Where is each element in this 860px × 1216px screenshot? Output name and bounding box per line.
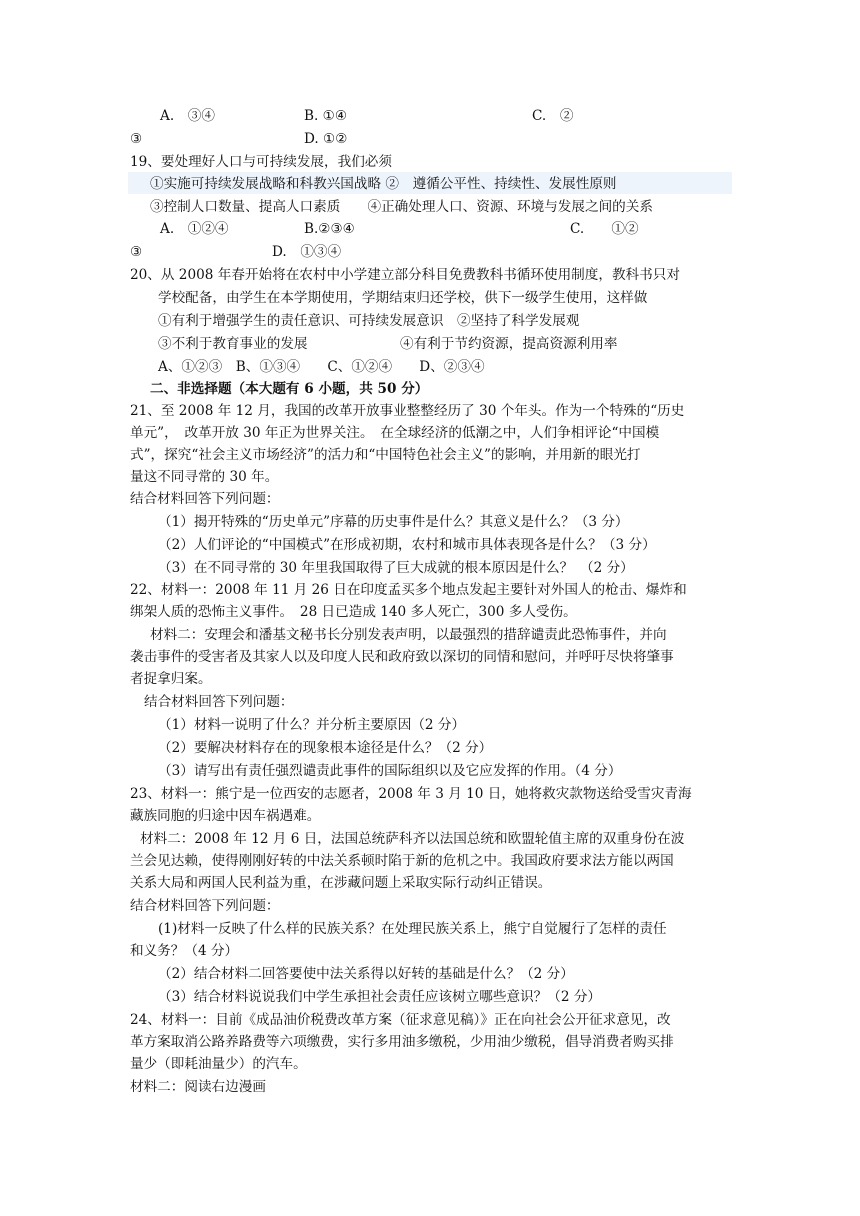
q22-subquestion-1: （1）材料一说明了什么？并分析主要原因（2 分） [158,717,466,733]
q19-stem: 19、要处理好人口与可持续发展，我们必须 [130,154,392,170]
q18-option-c-wrap: ③ [130,131,143,147]
q23-material2-line1: 材料二：2008 年 12 月 6 日，法国总统萨科齐以法国总统和欧盟轮值主席的双重身份在波 [140,831,685,847]
q20-item-4: ④有利于节约资源，提高资源利用率 [400,336,618,352]
q24-material1-line2: 革方案取消公路养路费等六项缴费，实行多用油多缴税，少用油少缴税，倡导消费者购买排 [130,1034,674,1050]
q24-material1-line1: 24、材料一：目前《成品油价税费改革方案（征求意见稿）》正在向社会公开征求意见，改 [130,1012,671,1028]
q20-stem-line1: 20、从 2008 年春开始将在农村中小学建立部分科目免费教科书循环使用制度，教科书只对 [130,267,680,283]
q23-material2-line3: 关系大局和两国人民利益为重，在涉藏问题上采取实际行动纠正错误。 [130,875,552,891]
q18-option-b: B. ①④ [304,108,348,124]
q20-stem-line2: 学校配备，由学生在本学期使用，学期结束归还学校，供下一级学生使用，这样做 [158,290,648,306]
q19-items-1-2: ①实施可持续发展战略和科教兴国战略 ② 遵循公平性、持续性、发展性原则 [150,176,617,192]
q20-item-3: ③不利于教育事业的发展 [158,336,308,352]
q19-items-3-4: ③控制人口数量、提高人口素质 ④正确处理人口、资源、环境与发展之间的关系 [150,199,653,215]
q18-option-c: C. ② [532,108,574,124]
q22-subquestion-2: （2）要解决材料存在的现象根本途径是什么？（2 分） [158,740,493,756]
q23-material1-line1: 23、材料一：熊宁是一位西安的志愿者，2008 年 3 月 10 日，她将救灾款物送给受雪灾青海 [130,786,692,802]
q23-subquestion-1-line2: 和义务？（4 分） [130,943,239,959]
q22-material1-line2: 绑架人质的恐怖主义事件。 28 日已造成 140 多人死亡，300 多人受伤。 [130,604,577,620]
q22-prompt: 结合材料回答下列问题： [144,694,294,710]
q19-option-d: D. ①③④ [272,244,342,260]
q22-material2-line3: 者捉拿归案。 [130,671,212,687]
q20-options: A、①②③ B、①③④ C、①②④ D、②③④ [158,359,485,375]
q21-material-line2: 单元”， 改革开放 30 年正为世界关注。 在全球经济的低潮之中，人们争相评论“中国模 [130,425,660,441]
q18-option-d: D. ①② [304,131,348,147]
q21-material-line1: 21、至 2008 年 12 月，我国的改革开放事业整整经历了 30 个年头。作为一个特殊的“历史 [130,403,685,419]
q21-subquestion-2: （2）人们评论的“中国模式”在形成初期，农村和城市具体表现各是什么？（3 分） [158,537,656,553]
q21-subquestion-1: （1）揭开特殊的“历史单元”序幕的历史事件是什么？其意义是什么？（3 分） [158,514,629,530]
q21-subquestion-3: （3）在不同寻常的 30 年里我国取得了巨大成就的根本原因是什么？ （2 分） [158,560,634,576]
q22-material2-line2: 袭击事件的受害者及其家人以及印度人民和政府致以深切的同情和慰问，并呼吁尽快将肇事 [130,649,674,665]
q20-items-1-2: ①有利于增强学生的责任意识、可持续发展意识 ②坚持了科学发展观 [158,313,580,329]
section-heading: 二、非选择题（本大题有 6 小题，共 50 分） [150,381,429,397]
q23-material2-line2: 兰会见达赖，使得刚刚好转的中法关系顿时陷于新的危机之中。我国政府要求法方能以两国 [130,853,674,869]
q24-material1-line3: 量少（即耗油量少）的汽车。 [130,1056,307,1072]
q22-material1-line1: 22、材料一：2008 年 11 月 26 日在印度孟买多个地点发起主要针对外国人的枪击、爆炸和 [130,582,687,598]
q21-prompt: 结合材料回答下列问题： [130,491,280,507]
q21-material-line3: 式”，探究“社会主义市场经济”的活力和“中国特色社会主义”的影响，并用新的眼光打 [130,447,641,463]
q19-option-b: B.②③④ [304,221,355,237]
q23-subquestion-2: （2）结合材料二回答要使中法关系得以好转的基础是什么？（2 分） [158,966,574,982]
q19-option-c-wrap: ③ [130,244,143,260]
q19-option-c: C. ①② [570,221,639,237]
q18-option-a: A. ③④ [160,108,215,124]
q22-subquestion-3: （3）请写出有责任强烈谴责此事件的国际组织以及它应发挥的作用。（4 分） [158,763,622,779]
q24-material2: 材料二：阅读右边漫画 [130,1079,266,1095]
q23-material1-line2: 藏族同胞的归途中因车祸遇难。 [130,808,321,824]
q22-material2-line1: 材料二：安理会和潘基文秘书长分别发表声明，以最强烈的措辞谴责此恐怖事件，并向 [150,627,667,643]
q19-option-a: A. ①②④ [160,221,229,237]
q21-material-line4: 量这不同寻常的 30 年。 [130,469,279,485]
q23-subquestion-1-line1: (1)材料一反映了什么样的民族关系？在处理民族关系上，熊宁自觉履行了怎样的责任 [158,921,667,937]
q23-prompt: 结合材料回答下列问题： [130,898,280,914]
q23-subquestion-3: （3）结合材料说说我们中学生承担社会责任应该树立哪些意识？（2 分） [158,989,602,1005]
